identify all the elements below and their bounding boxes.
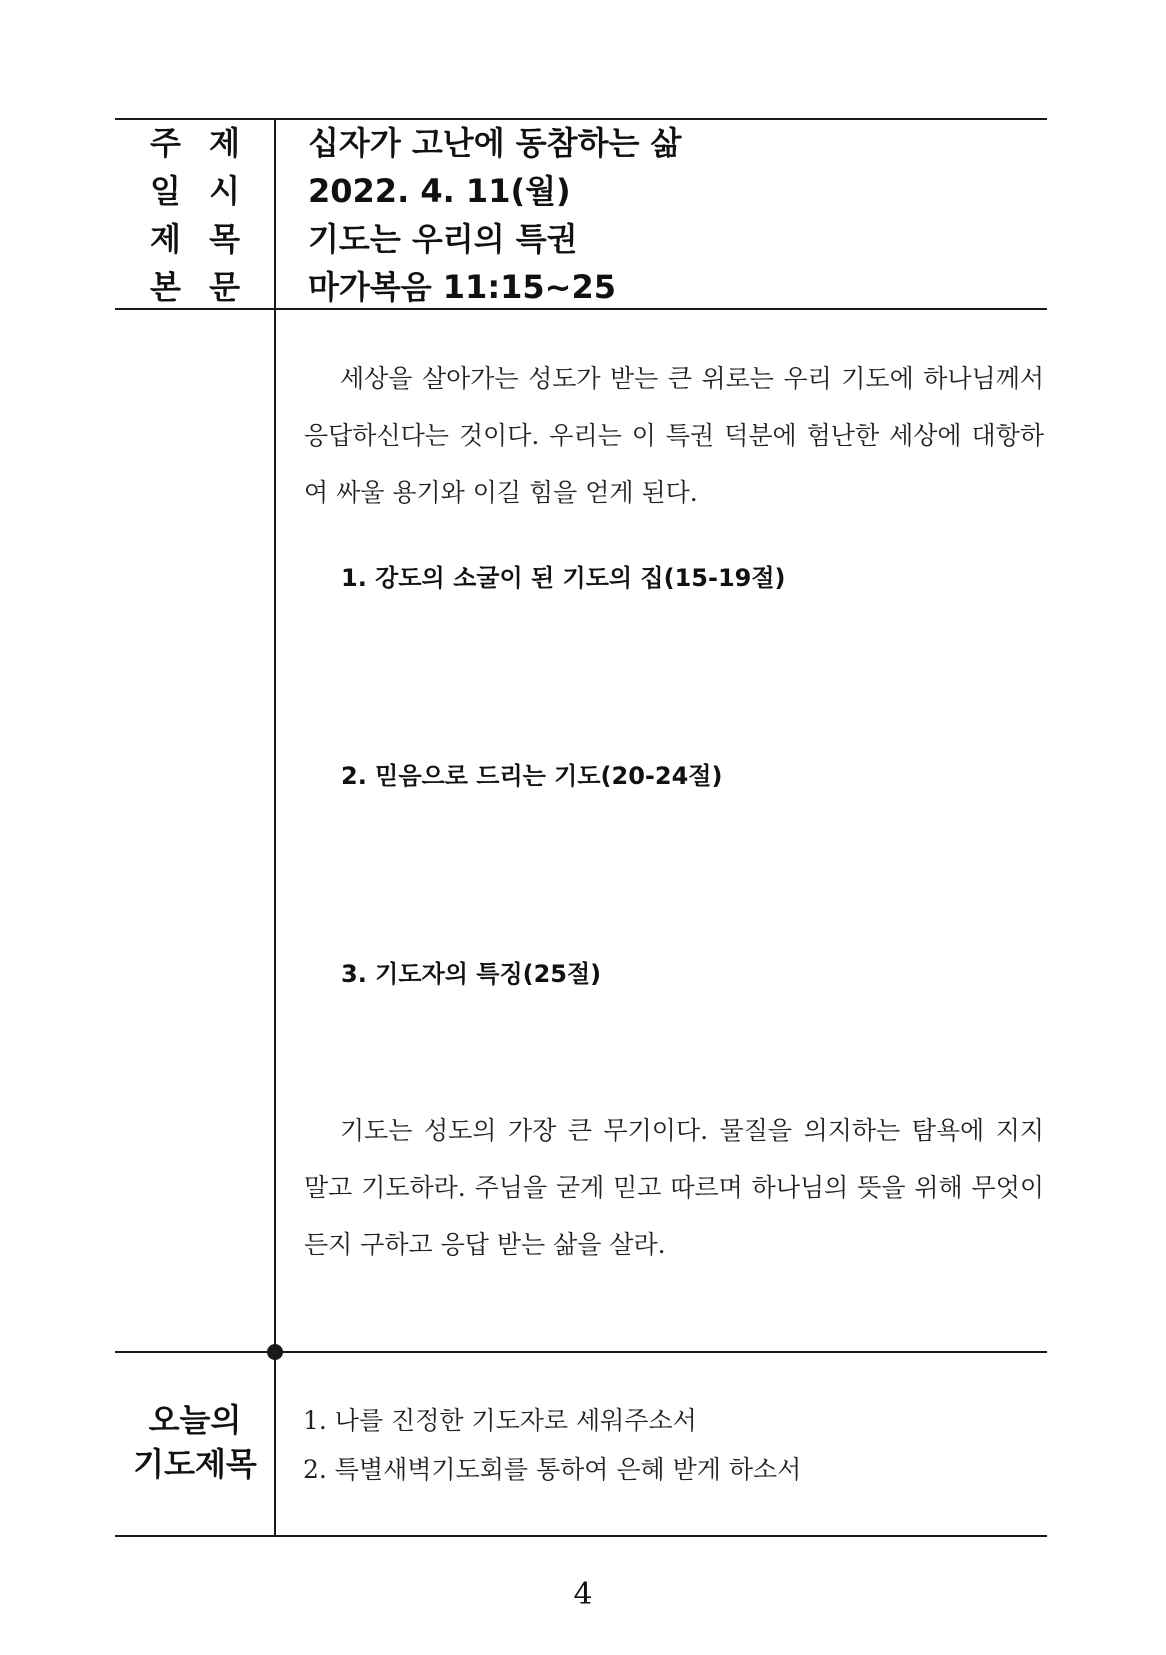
value-date: 2022. 4. 11(월) [308,172,571,210]
prayer-label-line2: 기도제목 [133,1445,257,1483]
label-theme: 주 제 [150,124,240,162]
value-scripture: 마가복음 11:15~25 [308,268,616,306]
bottom-rule [115,1535,1047,1537]
prayer-item-2: 2. 특별새벽기도회를 통하여 은혜 받게 하소서 [303,1455,802,1484]
value-title: 기도는 우리의 특권 [308,220,578,258]
prayer-top-rule [115,1351,1047,1353]
prayer-label-line1: 오늘의 [148,1401,242,1439]
column-divider [274,118,276,1536]
top-rule [115,118,1047,120]
value-theme: 십자가 고난에 동참하는 삶 [308,124,682,162]
label-scripture: 본 문 [150,268,240,306]
section-heading-1: 1. 강도의 소굴이 된 기도의 집(15-19절) [341,564,786,592]
label-title: 제 목 [150,220,240,258]
divider-junction-dot [267,1344,283,1360]
prayer-item-1: 1. 나를 진정한 기도자로 세워주소서 [303,1406,697,1435]
section-heading-2: 2. 믿음으로 드리는 기도(20-24절) [341,762,723,790]
section-heading-3: 3. 기도자의 특징(25절) [341,960,602,988]
header-bottom-rule [115,308,1047,310]
intro-paragraph: 세상을 살아가는 성도가 받는 큰 위로는 우리 기도에 하나님께서 응답하신다는 것이다. 우리는 이 특권 덕분에 험난한 세상에 대항하여 싸울 용기와 이길 힘을 얻게 된다. [304,364,1044,507]
conclusion-paragraph: 기도는 성도의 가장 큰 무기이다. 물질을 의지하는 탐욕에 지지 말고 기도하라. 주님을 굳게 믿고 따르며 하나님의 뜻을 위해 무엇이든지 구하고 응답 받는 삶을 살라. [304,1116,1044,1259]
label-date: 일 시 [150,172,240,210]
page-number: 4 [573,1577,593,1612]
